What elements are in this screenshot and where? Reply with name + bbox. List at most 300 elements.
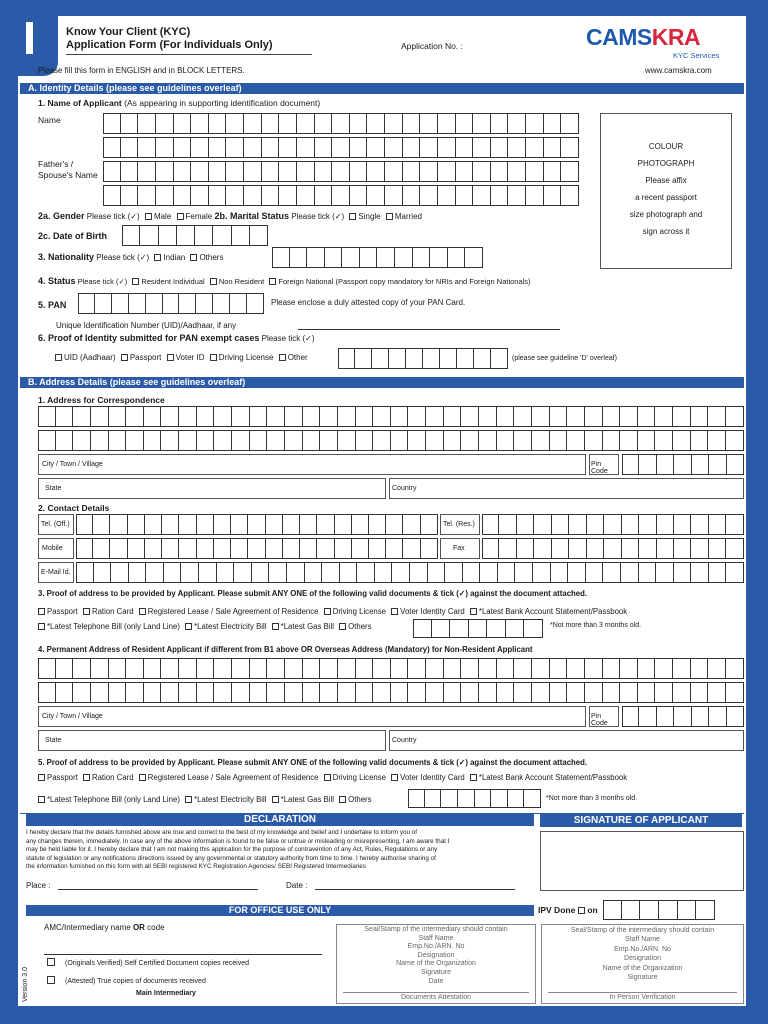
char-box[interactable] — [408, 406, 426, 427]
char-box[interactable] — [179, 538, 196, 559]
char-box[interactable] — [196, 293, 213, 314]
char-box[interactable] — [262, 113, 280, 134]
char-box[interactable] — [197, 658, 215, 679]
char-box[interactable] — [226, 113, 244, 134]
name-line-1-boxes[interactable] — [103, 113, 579, 134]
char-box[interactable] — [499, 514, 516, 535]
char-box[interactable] — [320, 658, 338, 679]
char-box[interactable] — [726, 514, 743, 535]
char-box[interactable] — [534, 514, 551, 535]
char-box[interactable] — [587, 538, 604, 559]
char-box[interactable] — [156, 113, 174, 134]
char-box[interactable] — [551, 562, 569, 583]
char-box[interactable] — [338, 682, 356, 703]
char-box[interactable] — [587, 514, 604, 535]
char-box[interactable] — [352, 538, 369, 559]
char-box[interactable] — [532, 658, 550, 679]
poa2-driving-checkbox[interactable] — [324, 774, 331, 781]
char-box[interactable] — [674, 454, 691, 475]
char-box[interactable] — [356, 658, 374, 679]
char-box[interactable] — [262, 137, 280, 158]
char-box[interactable] — [262, 161, 280, 182]
char-box[interactable] — [325, 247, 343, 268]
char-box[interactable] — [491, 348, 508, 369]
char-box[interactable] — [475, 789, 492, 808]
char-box[interactable] — [214, 406, 232, 427]
char-box[interactable] — [179, 430, 197, 451]
uid-line[interactable] — [298, 329, 560, 330]
char-box[interactable] — [315, 113, 333, 134]
char-box[interactable] — [300, 538, 317, 559]
char-box[interactable] — [317, 514, 334, 535]
char-box[interactable] — [372, 348, 389, 369]
char-box[interactable] — [356, 406, 374, 427]
char-box[interactable] — [209, 161, 227, 182]
char-box[interactable] — [179, 406, 197, 427]
char-box[interactable] — [297, 161, 315, 182]
char-box[interactable] — [174, 113, 192, 134]
char-box[interactable] — [508, 789, 525, 808]
char-box[interactable] — [709, 454, 726, 475]
char-box[interactable] — [250, 430, 268, 451]
foreign-national-checkbox[interactable] — [269, 278, 276, 285]
in-person-verification-box[interactable] — [541, 924, 744, 1004]
char-box[interactable] — [561, 161, 579, 182]
char-box[interactable] — [657, 706, 674, 727]
poa1-passport-checkbox[interactable] — [38, 608, 45, 615]
char-box[interactable] — [463, 562, 481, 583]
char-box[interactable] — [473, 161, 491, 182]
char-box[interactable] — [94, 562, 112, 583]
char-box[interactable] — [532, 430, 550, 451]
char-box[interactable] — [708, 658, 726, 679]
char-box[interactable] — [432, 619, 451, 638]
char-box[interactable] — [491, 137, 509, 158]
poa2-lease-checkbox[interactable] — [139, 774, 146, 781]
char-box[interactable] — [232, 430, 250, 451]
char-box[interactable] — [250, 225, 268, 246]
char-box[interactable] — [421, 514, 438, 535]
poa2-voter-checkbox[interactable] — [391, 774, 398, 781]
perm-pin-boxes[interactable] — [622, 706, 744, 727]
char-box[interactable] — [146, 562, 164, 583]
char-box[interactable] — [197, 682, 215, 703]
char-box[interactable] — [156, 185, 174, 206]
poa2-others-boxes[interactable] — [408, 789, 541, 808]
char-box[interactable] — [622, 454, 639, 475]
char-box[interactable] — [297, 185, 315, 206]
char-box[interactable] — [356, 682, 374, 703]
char-box[interactable] — [385, 161, 403, 182]
char-box[interactable] — [526, 113, 544, 134]
char-box[interactable] — [303, 658, 321, 679]
char-box[interactable] — [163, 293, 180, 314]
char-box[interactable] — [696, 900, 715, 920]
char-box[interactable] — [603, 406, 621, 427]
char-box[interactable] — [456, 185, 474, 206]
char-box[interactable] — [367, 113, 385, 134]
char-box[interactable] — [508, 161, 526, 182]
char-box[interactable] — [473, 137, 491, 158]
perm-country-field[interactable] — [389, 730, 744, 751]
char-box[interactable] — [177, 225, 195, 246]
char-box[interactable] — [103, 161, 121, 182]
char-box[interactable] — [213, 293, 230, 314]
char-box[interactable] — [386, 538, 403, 559]
char-box[interactable] — [620, 406, 638, 427]
char-box[interactable] — [473, 113, 491, 134]
char-box[interactable] — [423, 348, 440, 369]
char-box[interactable] — [638, 682, 656, 703]
char-box[interactable] — [391, 682, 409, 703]
char-box[interactable] — [369, 514, 386, 535]
char-box[interactable] — [727, 454, 744, 475]
char-box[interactable] — [550, 682, 568, 703]
char-box[interactable] — [315, 161, 333, 182]
corr-city-field[interactable] — [38, 454, 586, 475]
char-box[interactable] — [491, 185, 509, 206]
char-box[interactable] — [174, 161, 192, 182]
char-box[interactable] — [266, 538, 283, 559]
poa2-electricity-checkbox[interactable] — [185, 796, 192, 803]
char-box[interactable] — [391, 430, 409, 451]
char-box[interactable] — [456, 137, 474, 158]
char-box[interactable] — [121, 113, 139, 134]
char-box[interactable] — [285, 406, 303, 427]
poa1-others-boxes[interactable] — [413, 619, 543, 638]
char-box[interactable] — [191, 137, 209, 158]
char-box[interactable] — [569, 538, 586, 559]
char-box[interactable] — [76, 514, 93, 535]
char-box[interactable] — [391, 406, 409, 427]
char-box[interactable] — [373, 682, 391, 703]
char-box[interactable] — [517, 514, 534, 535]
char-box[interactable] — [73, 406, 91, 427]
corr-pin-boxes[interactable] — [622, 454, 744, 475]
char-box[interactable] — [197, 514, 214, 535]
poa1-bank-checkbox[interactable] — [470, 608, 477, 615]
char-box[interactable] — [340, 562, 358, 583]
char-box[interactable] — [103, 137, 121, 158]
char-box[interactable] — [126, 658, 144, 679]
char-box[interactable] — [426, 658, 444, 679]
char-box[interactable] — [691, 658, 709, 679]
char-box[interactable] — [122, 225, 140, 246]
char-box[interactable] — [338, 658, 356, 679]
char-box[interactable] — [367, 185, 385, 206]
photo-box[interactable] — [600, 113, 732, 269]
char-box[interactable] — [389, 348, 406, 369]
char-box[interactable] — [514, 658, 532, 679]
char-box[interactable] — [692, 706, 709, 727]
char-box[interactable] — [491, 161, 509, 182]
amc-name-line[interactable] — [44, 954, 322, 955]
char-box[interactable] — [91, 430, 109, 451]
char-box[interactable] — [356, 430, 374, 451]
char-box[interactable] — [603, 658, 621, 679]
char-box[interactable] — [487, 619, 506, 638]
char-box[interactable] — [145, 514, 162, 535]
char-box[interactable] — [103, 185, 121, 206]
single-checkbox[interactable] — [349, 213, 356, 220]
char-box[interactable] — [426, 406, 444, 427]
poi-other-boxes[interactable] — [338, 348, 508, 369]
ipv-checkbox[interactable] — [578, 907, 585, 914]
char-box[interactable] — [232, 682, 250, 703]
char-box[interactable] — [403, 113, 421, 134]
char-box[interactable] — [252, 562, 270, 583]
date-line[interactable] — [315, 889, 515, 890]
char-box[interactable] — [420, 185, 438, 206]
char-box[interactable] — [552, 514, 569, 535]
char-box[interactable] — [403, 137, 421, 158]
char-box[interactable] — [197, 538, 214, 559]
other-poi-checkbox[interactable] — [279, 354, 286, 361]
char-box[interactable] — [726, 562, 744, 583]
char-box[interactable] — [373, 430, 391, 451]
char-box[interactable] — [526, 161, 544, 182]
char-box[interactable] — [603, 430, 621, 451]
char-box[interactable] — [708, 430, 726, 451]
char-box[interactable] — [386, 514, 403, 535]
char-box[interactable] — [403, 161, 421, 182]
char-box[interactable] — [91, 658, 109, 679]
char-box[interactable] — [322, 562, 340, 583]
char-box[interactable] — [456, 113, 474, 134]
char-box[interactable] — [338, 348, 355, 369]
char-box[interactable] — [109, 682, 127, 703]
char-box[interactable] — [473, 185, 491, 206]
char-box[interactable] — [620, 430, 638, 451]
char-box[interactable] — [156, 137, 174, 158]
char-box[interactable] — [367, 161, 385, 182]
char-box[interactable] — [550, 406, 568, 427]
char-box[interactable] — [498, 562, 516, 583]
char-box[interactable] — [335, 538, 352, 559]
resident-checkbox[interactable] — [132, 278, 139, 285]
char-box[interactable] — [461, 406, 479, 427]
char-box[interactable] — [567, 430, 585, 451]
char-box[interactable] — [357, 562, 375, 583]
char-box[interactable] — [161, 430, 179, 451]
char-box[interactable] — [93, 514, 110, 535]
char-box[interactable] — [620, 658, 638, 679]
char-box[interactable] — [385, 113, 403, 134]
poa2-passport-checkbox[interactable] — [38, 774, 45, 781]
char-box[interactable] — [73, 430, 91, 451]
char-box[interactable] — [403, 514, 420, 535]
char-box[interactable] — [544, 137, 562, 158]
char-box[interactable] — [657, 454, 674, 475]
char-box[interactable] — [568, 562, 586, 583]
char-box[interactable] — [279, 113, 297, 134]
char-box[interactable] — [369, 538, 386, 559]
char-box[interactable] — [367, 137, 385, 158]
char-box[interactable] — [561, 185, 579, 206]
char-box[interactable] — [250, 406, 268, 427]
char-box[interactable] — [673, 682, 691, 703]
father-line-2-boxes[interactable] — [103, 185, 579, 206]
char-box[interactable] — [691, 406, 709, 427]
char-box[interactable] — [678, 900, 697, 920]
char-box[interactable] — [479, 658, 497, 679]
char-box[interactable] — [567, 406, 585, 427]
dob-boxes[interactable] — [122, 225, 268, 246]
char-box[interactable] — [561, 137, 579, 158]
char-box[interactable] — [303, 406, 321, 427]
char-box[interactable] — [659, 900, 678, 920]
char-box[interactable] — [179, 682, 197, 703]
char-box[interactable] — [283, 514, 300, 535]
char-box[interactable] — [279, 161, 297, 182]
char-box[interactable] — [209, 185, 227, 206]
char-box[interactable] — [272, 247, 290, 268]
char-box[interactable] — [56, 430, 74, 451]
char-box[interactable] — [603, 900, 622, 920]
married-checkbox[interactable] — [386, 213, 393, 220]
char-box[interactable] — [514, 682, 532, 703]
char-box[interactable] — [526, 137, 544, 158]
others-nationality-checkbox[interactable] — [190, 254, 197, 261]
char-box[interactable] — [425, 789, 442, 808]
char-box[interactable] — [691, 682, 709, 703]
char-box[interactable] — [408, 789, 425, 808]
char-box[interactable] — [514, 406, 532, 427]
char-box[interactable] — [209, 137, 227, 158]
char-box[interactable] — [726, 430, 744, 451]
char-box[interactable] — [639, 562, 657, 583]
char-box[interactable] — [179, 658, 197, 679]
char-box[interactable] — [303, 430, 321, 451]
char-box[interactable] — [300, 514, 317, 535]
indian-checkbox[interactable] — [154, 254, 161, 261]
char-box[interactable] — [285, 682, 303, 703]
char-box[interactable] — [138, 185, 156, 206]
char-box[interactable] — [391, 658, 409, 679]
char-box[interactable] — [420, 137, 438, 158]
char-box[interactable] — [232, 406, 250, 427]
char-box[interactable] — [377, 247, 395, 268]
char-box[interactable] — [567, 682, 585, 703]
char-box[interactable] — [266, 514, 283, 535]
char-box[interactable] — [604, 514, 621, 535]
perm-address-line-2[interactable] — [38, 682, 744, 703]
char-box[interactable] — [438, 113, 456, 134]
char-box[interactable] — [638, 406, 656, 427]
char-box[interactable] — [674, 514, 691, 535]
char-box[interactable] — [56, 658, 74, 679]
tel-off-boxes[interactable] — [76, 514, 438, 535]
char-box[interactable] — [91, 406, 109, 427]
char-box[interactable] — [279, 137, 297, 158]
char-box[interactable] — [385, 137, 403, 158]
char-box[interactable] — [691, 538, 708, 559]
char-box[interactable] — [320, 682, 338, 703]
char-box[interactable] — [469, 619, 488, 638]
passport-poi-checkbox[interactable] — [121, 354, 128, 361]
char-box[interactable] — [244, 137, 262, 158]
char-box[interactable] — [638, 430, 656, 451]
char-box[interactable] — [726, 682, 744, 703]
char-box[interactable] — [307, 247, 325, 268]
char-box[interactable] — [342, 247, 360, 268]
char-box[interactable] — [373, 658, 391, 679]
char-box[interactable] — [526, 185, 544, 206]
char-box[interactable] — [674, 562, 692, 583]
char-box[interactable] — [517, 538, 534, 559]
char-box[interactable] — [474, 348, 491, 369]
char-box[interactable] — [514, 430, 532, 451]
char-box[interactable] — [195, 225, 213, 246]
char-box[interactable] — [444, 658, 462, 679]
poa2-telephone-checkbox[interactable] — [38, 796, 45, 803]
mobile-boxes[interactable] — [76, 538, 438, 559]
char-box[interactable] — [640, 900, 659, 920]
char-box[interactable] — [161, 682, 179, 703]
char-box[interactable] — [622, 706, 639, 727]
char-box[interactable] — [332, 161, 350, 182]
char-box[interactable] — [352, 514, 369, 535]
char-box[interactable] — [197, 406, 215, 427]
char-box[interactable] — [709, 562, 727, 583]
char-box[interactable] — [181, 562, 199, 583]
char-box[interactable] — [567, 658, 585, 679]
char-box[interactable] — [56, 682, 74, 703]
char-box[interactable] — [420, 161, 438, 182]
char-box[interactable] — [461, 430, 479, 451]
char-box[interactable] — [673, 430, 691, 451]
char-box[interactable] — [244, 113, 262, 134]
char-box[interactable] — [285, 658, 303, 679]
char-box[interactable] — [726, 538, 743, 559]
char-box[interactable] — [456, 161, 474, 182]
tel-res-boxes[interactable] — [482, 514, 744, 535]
char-box[interactable] — [444, 406, 462, 427]
char-box[interactable] — [395, 247, 413, 268]
char-box[interactable] — [656, 562, 674, 583]
corr-address-line-2[interactable] — [38, 430, 744, 451]
char-box[interactable] — [491, 113, 509, 134]
attested-checkbox[interactable] — [47, 976, 55, 984]
char-box[interactable] — [109, 430, 127, 451]
poa1-ration-checkbox[interactable] — [83, 608, 90, 615]
char-box[interactable] — [111, 562, 129, 583]
poa1-gas-checkbox[interactable] — [272, 623, 279, 630]
char-box[interactable] — [209, 113, 227, 134]
char-box[interactable] — [285, 430, 303, 451]
char-box[interactable] — [621, 562, 639, 583]
char-box[interactable] — [109, 658, 127, 679]
char-box[interactable] — [191, 185, 209, 206]
char-box[interactable] — [585, 430, 603, 451]
char-box[interactable] — [214, 538, 231, 559]
char-box[interactable] — [403, 185, 421, 206]
ipv-date-boxes[interactable] — [603, 900, 715, 920]
char-box[interactable] — [655, 682, 673, 703]
char-box[interactable] — [244, 161, 262, 182]
char-box[interactable] — [214, 658, 232, 679]
char-box[interactable] — [692, 454, 709, 475]
char-box[interactable] — [532, 406, 550, 427]
char-box[interactable] — [622, 900, 641, 920]
char-box[interactable] — [461, 682, 479, 703]
char-box[interactable] — [524, 619, 543, 638]
char-box[interactable] — [533, 562, 551, 583]
char-box[interactable] — [508, 113, 526, 134]
char-box[interactable] — [128, 514, 145, 535]
char-box[interactable] — [38, 430, 56, 451]
char-box[interactable] — [350, 161, 368, 182]
